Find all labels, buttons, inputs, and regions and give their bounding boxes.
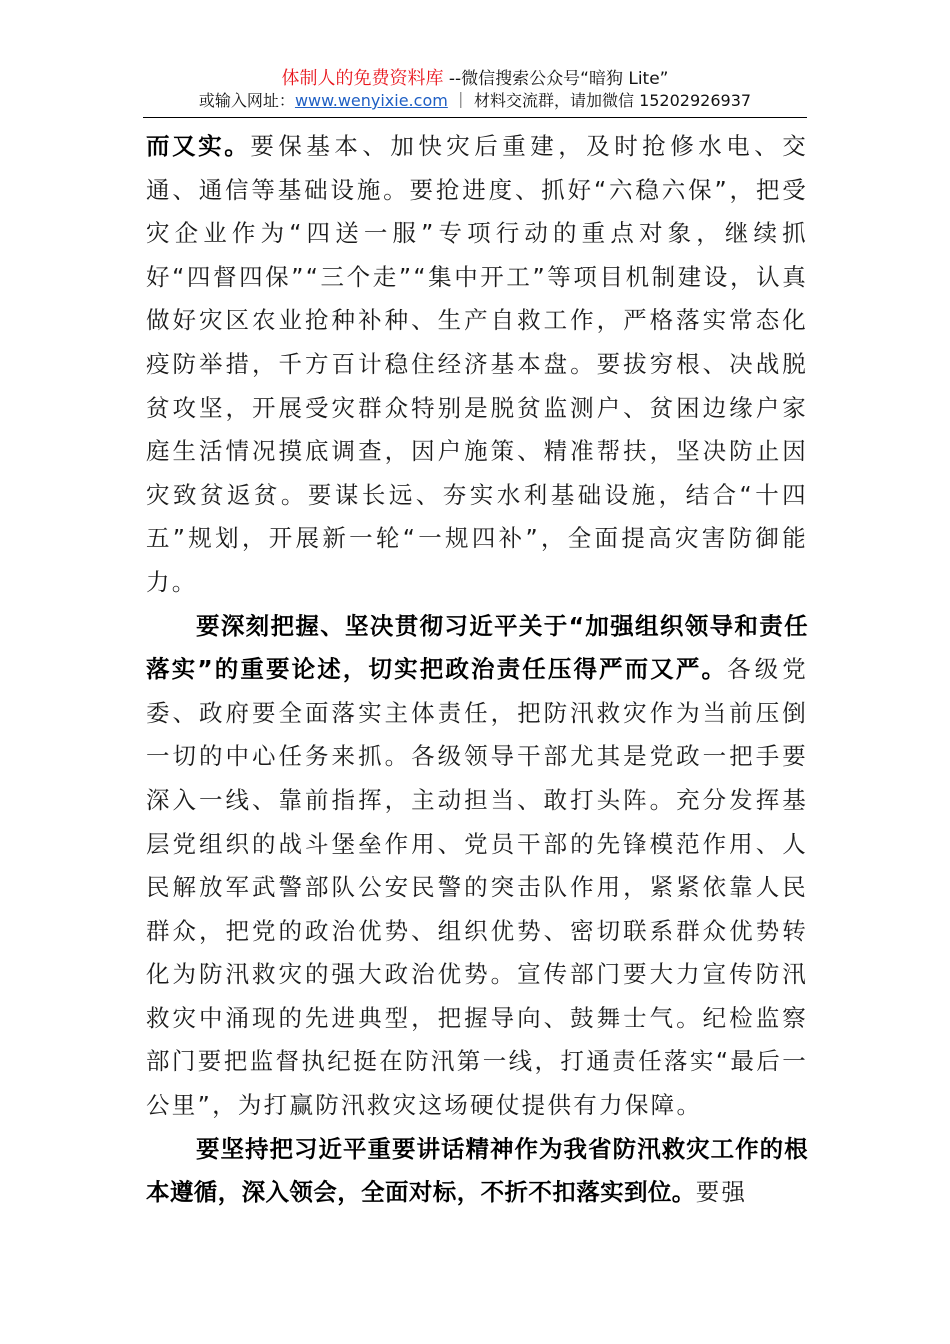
paragraph-2 [146, 605, 808, 1128]
header-promo-line [143, 68, 807, 90]
paragraph-3-bold-lead: 要坚持把习近平重要讲话精神作为我省防汛救灾工作的根本遵循，深入领会，全面对标，不折不扣落实到位。 [146, 1134, 808, 1207]
document-body [146, 125, 808, 1215]
page-header [143, 68, 807, 112]
brand-title: 体制人的免费资料库 [281, 68, 444, 89]
website-link[interactable]: www.wenyixie.com [294, 91, 448, 110]
paragraph-1-text: 要保基本、加快灾后重建，及时抢修水电、交通、通信等基础设施。要抢进度、抓好“六稳六保”，把受灾企业作为“四送一服”专项行动的重点对象，继续抓好“四督四保”“三个走”“集中开工”等项目机制建设，认真做好灾区农业抢种补种、生产自救工作，严格落实常态化疫防举措，千方百计稳住经济基本盘。要拔穷根、决战脱贫攻坚，开展受灾群众特别是脱贫监测户、贫困边缘户家庭生活情况摸底调查，因户施策、精准帮扶，坚决防止因灾致贫返贫。要谋长远、夯实水利基础设施，结合“十四五”规划，开展新一轮“一规四补”，全面提高灾害防御能力。 [146, 132, 809, 596]
paragraph-3 [146, 1128, 808, 1215]
contact-info: ｜ 材料交流群，请加微信 15202926937 [447, 91, 752, 110]
paragraph-1-bold-lead: 而又实。 [146, 132, 251, 160]
header-contact-line [143, 90, 807, 112]
header-divider [143, 117, 807, 118]
url-prefix-label: 或输入网址： [198, 91, 295, 110]
header-tagline: --微信搜索公众号“暗狗 Lite” [443, 69, 669, 89]
paragraph-1 [146, 125, 808, 605]
paragraph-2-text: 各级党委、政府要全面落实主体责任，把防汛救灾作为当前压倒一切的中心任务来抓。各级领导干部尤其是党政一把手要深入一线、靠前指挥，主动担当、敢打头阵。充分发挥基层党组织的战斗堡垒作用、党员干部的先锋模范作用、人民解放军武警部队公安民警的突击队作用，紧紧依靠人民群众，把党的政治优势、组织优势、密切联系群众优势转化为防汛救灾的强大政治优势。宣传部门要大力宣传防汛救灾中涌现的先进典型，把握导向、鼓舞士气。纪检监察部门要把监督执纪挺在防汛第一线，打通责任落实“最后一公里”，为打赢防汛救灾这场硬仗提供有力保障。 [146, 655, 808, 1120]
paragraph-2-bold-lead: 要深刻把握、坚决贯彻习近平关于“加强组织领导和责任落实”的重要论述，切实把政治责任压得严而又严。 [146, 611, 808, 684]
paragraph-3-text: 要强 [695, 1178, 748, 1207]
